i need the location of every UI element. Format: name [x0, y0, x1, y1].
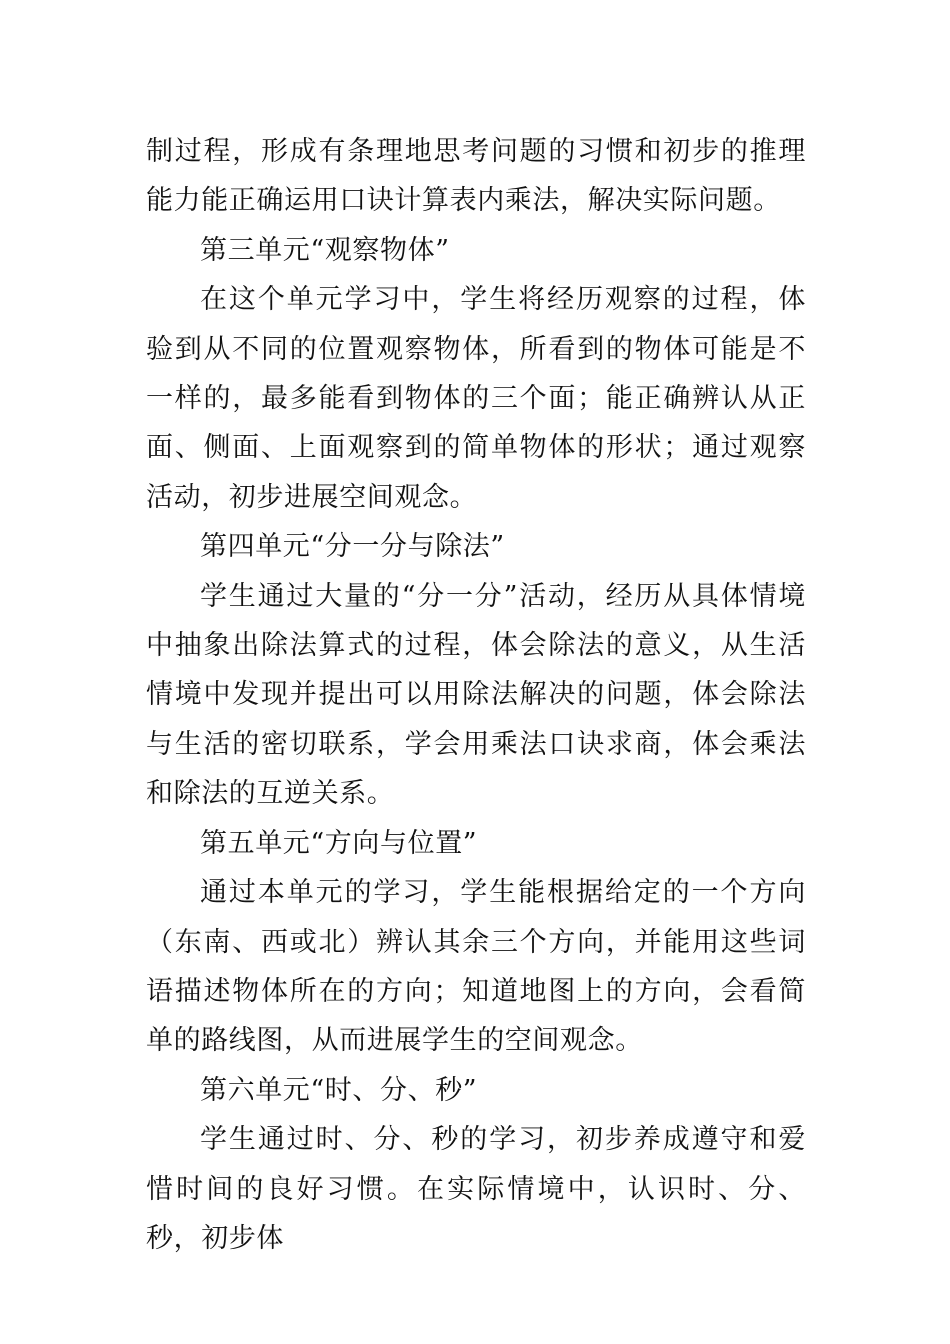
document-page [146, 127, 806, 1263]
unit-5-body: 通过本单元的学习，学生能根据给定的一个方向（东南、西或北）辨认其余三个方向，并能用这些词语描述物体所在的方向；知道地图上的方向，会看简单的路线图，从而进展学生的空间观念。 [146, 877, 806, 1057]
paragraph-continuation: 制过程，形成有条理地思考问题的习惯和初步的推理能力能正确运用口诀计算表内乘法，解决实际问题。 [146, 136, 806, 217]
unit-5-heading: 第五单元“方向与位置” [200, 827, 478, 859]
unit-4-heading: 第四单元“分一分与除法” [200, 531, 505, 563]
unit-3-heading: 第三单元“观察物体” [200, 234, 450, 266]
unit-6-heading: 第六单元“时、分、秒” [200, 1074, 478, 1106]
unit-3-body: 在这个单元学习中，学生将经历观察的过程，体验到从不同的位置观察物体，所看到的物体可能是不一样的，最多能看到物体的三个面；能正确辨认从正面、侧面、上面观察到的简单物体的形状；通过观察活动，初步进展空间观念。 [146, 284, 806, 513]
unit-4-body: 学生通过大量的“分一分”活动，经历从具体情境中抽象出除法算式的过程，体会除法的意义，从生活情境中发现并提出可以用除法解决的问题，体会除法与生活的密切联系，学会用乘法口诀求商，体会乘法和除法的互逆关系。 [146, 580, 806, 810]
unit-6-body: 学生通过时、分、秒的学习，初步养成遵守和爱惜时间的良好习惯。在实际情境中，认识时、分、秒，初步体 [146, 1124, 806, 1254]
